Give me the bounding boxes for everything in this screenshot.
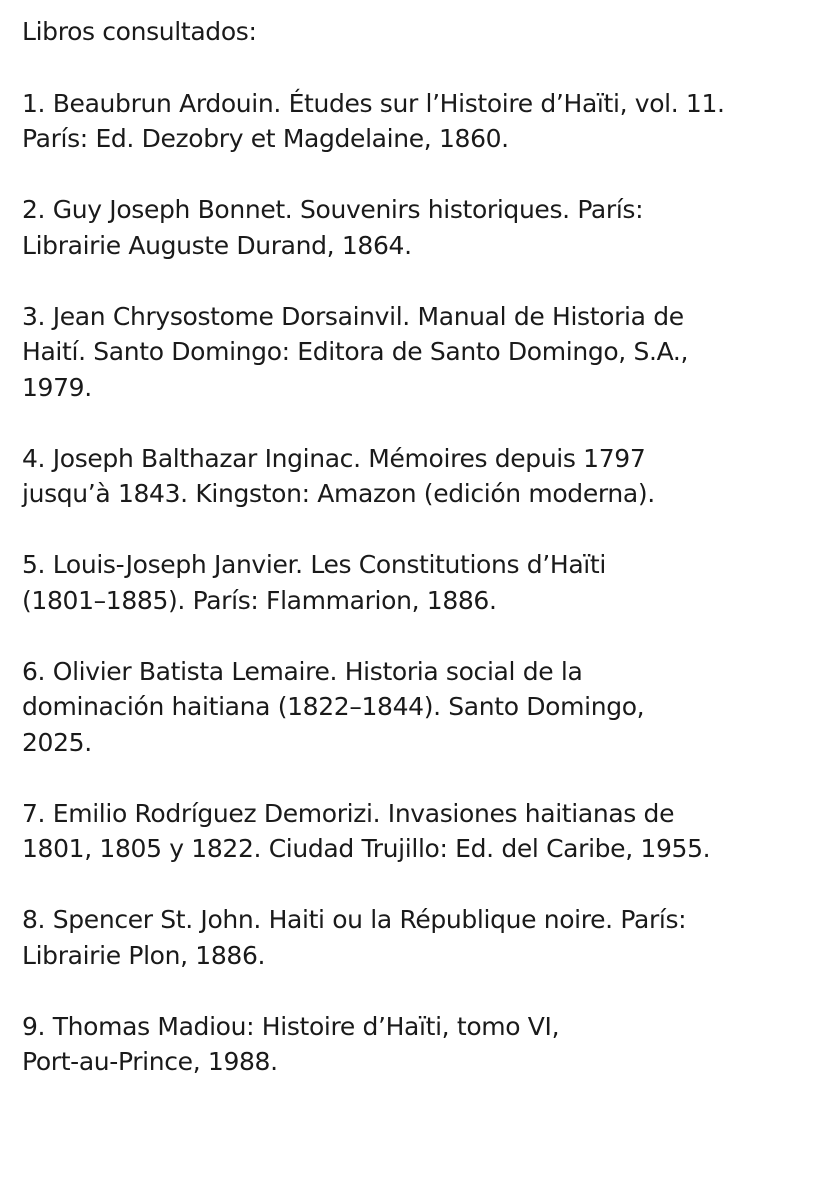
entry-line: Haití. Santo Domingo: Editora de Santo Domingo, S.A., bbox=[22, 337, 689, 366]
entry-line: Port-au-Prince, 1988. bbox=[22, 1047, 278, 1076]
bibliography-entry-8 bbox=[22, 902, 802, 973]
bibliography-entry-1 bbox=[22, 86, 802, 157]
bibliography-entry-5 bbox=[22, 547, 802, 618]
entry-line: 5. Louis-Joseph Janvier. Les Constitutions d’Haïti bbox=[22, 550, 606, 579]
entry-line: 6. Olivier Batista Lemaire. Historia social de la bbox=[22, 656, 583, 686]
entry-line: 2025. bbox=[22, 727, 92, 757]
entry-line: 8. Spencer St. John. Haiti ou la République noire. París: bbox=[22, 905, 687, 934]
entry-line: 3. Jean Chrysostome Dorsainvil. Manual de Historia de bbox=[22, 301, 684, 331]
bibliography-entry-9 bbox=[22, 1009, 802, 1080]
bibliography-entry-3 bbox=[22, 299, 802, 406]
entry-line: 1801, 1805 y 1822. Ciudad Trujillo: Ed. del Caribe, 1955. bbox=[22, 834, 711, 863]
entry-line: 4. Joseph Balthazar Inginac. Mémoires depuis 1797 bbox=[22, 443, 646, 473]
entry-line: 1979. bbox=[22, 372, 92, 402]
entry-line: 2. Guy Joseph Bonnet. Souvenirs historiques. París: bbox=[22, 195, 644, 224]
bibliography-entry-6 bbox=[22, 654, 802, 761]
entry-line: jusqu’à 1843. Kingston: Amazon (edición moderna). bbox=[22, 479, 655, 508]
bibliography-entry-4 bbox=[22, 441, 802, 512]
bibliography-heading: Libros consultados: bbox=[22, 17, 257, 46]
entry-line: 1. Beaubrun Ardouin. Études sur l’Histoire d’Haïti, vol. 11. bbox=[22, 88, 725, 118]
entry-line: 9. Thomas Madiou: Histoire d’Haïti, tomo VI, bbox=[22, 1011, 560, 1041]
entry-line: Librairie Auguste Durand, 1864. bbox=[22, 230, 412, 260]
bibliography-document bbox=[22, 0, 802, 1080]
entry-line: dominación haitiana (1822–1844). Santo Domingo, bbox=[22, 692, 645, 721]
bibliography-entry-7 bbox=[22, 796, 802, 867]
entry-line: Librairie Plon, 1886. bbox=[22, 940, 266, 970]
entry-line: (1801–1885). París: Flammarion, 1886. bbox=[22, 585, 497, 615]
entry-line: 7. Emilio Rodríguez Demorizi. Invasiones haitianas de bbox=[22, 798, 675, 828]
bibliography-entry-2 bbox=[22, 192, 802, 263]
entry-line: París: Ed. Dezobry et Magdelaine, 1860. bbox=[22, 124, 509, 153]
